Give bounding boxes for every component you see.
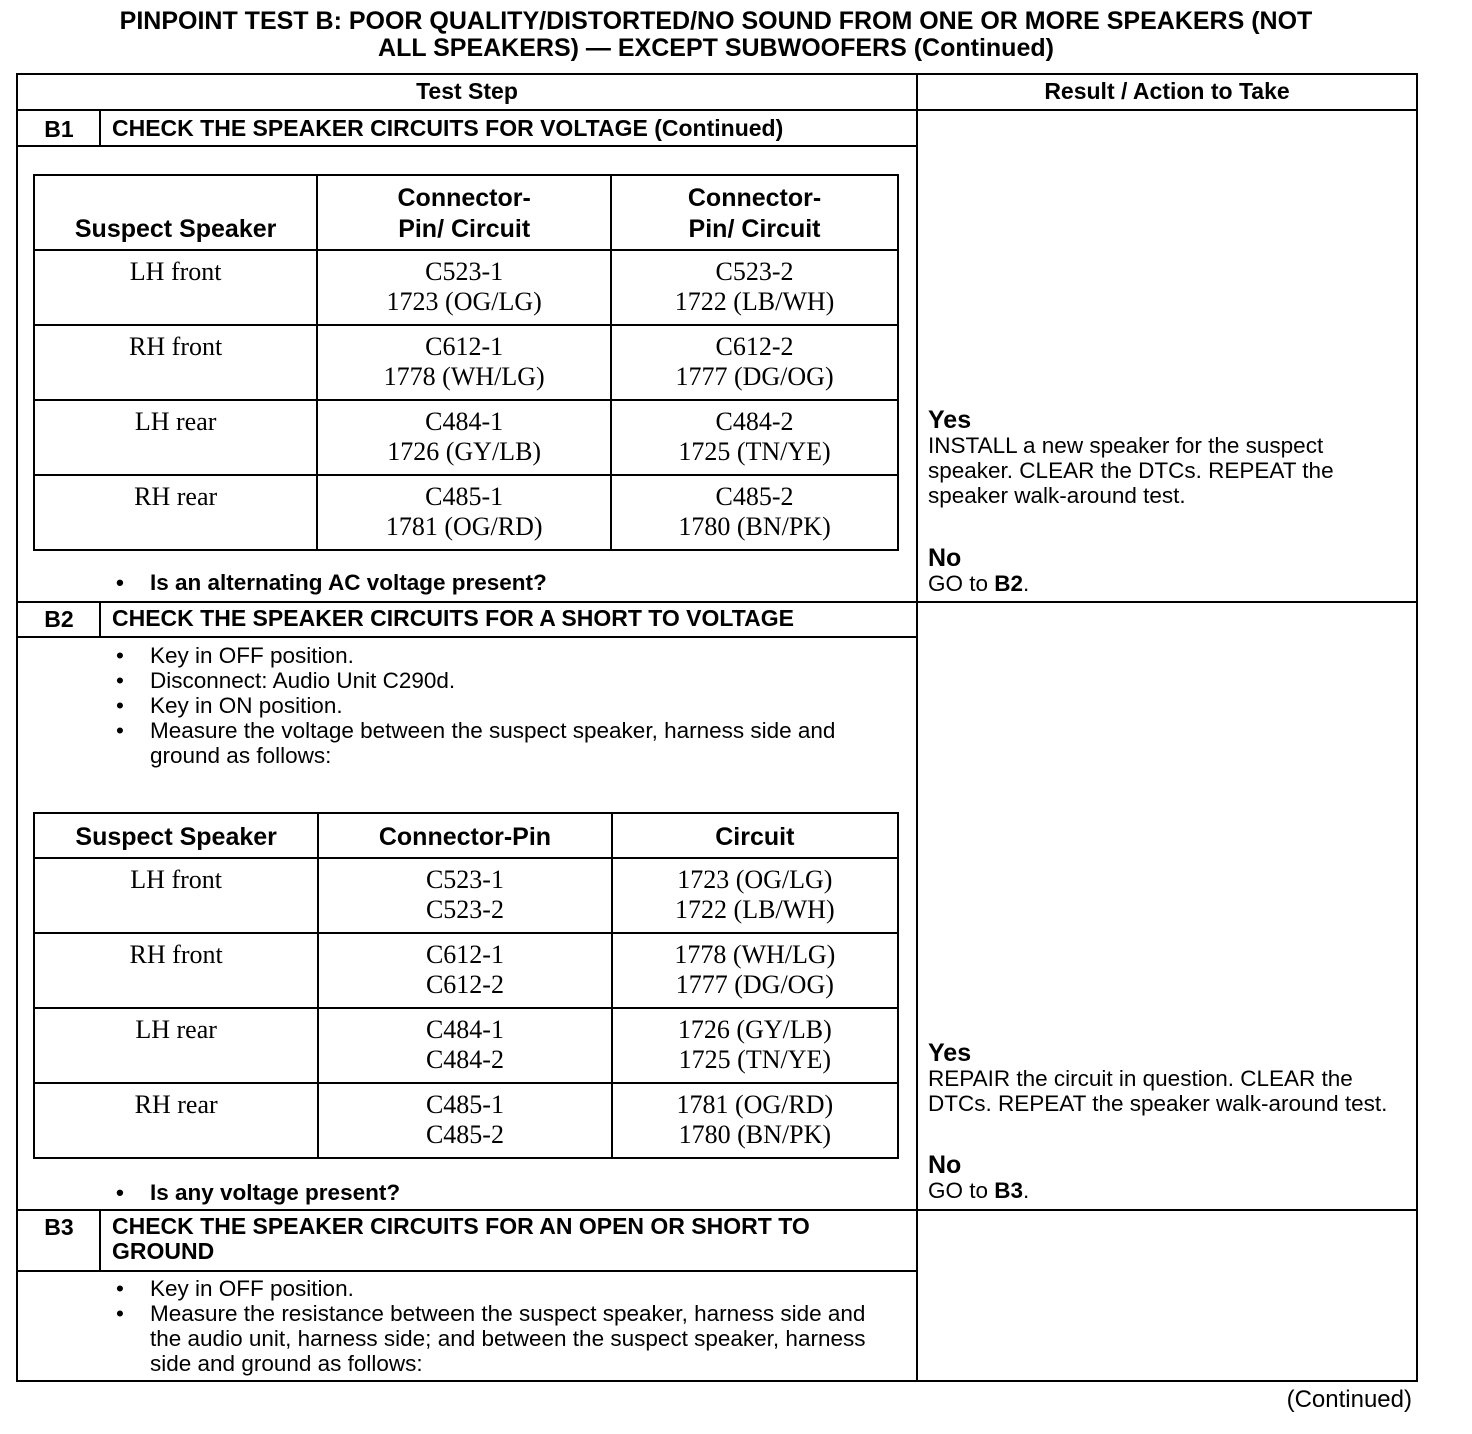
step-title-divider-b2 [16,636,918,638]
page-title-line-1: PINPOINT TEST B: POOR QUALITY/DISTORTED/NO SOUND FROM ONE OR MORE SPEAKERS (NOT [119,7,1313,35]
go-to-suffix: . [1023,571,1030,596]
connector-pin: C523-1 [425,257,504,286]
connector-circuit-cell [611,475,898,550]
go-to-suffix: . [1023,1178,1030,1203]
column-header-connector-pin-circuit-2: Connector-Pin/ Circuit [611,175,898,250]
column-divider [916,73,918,1382]
circuit-cell [612,933,898,1008]
go-to-step-b2: B2 [994,571,1024,596]
connector-pin: C484-2 [715,407,794,436]
connector-pin: C523-1 [425,865,504,894]
connector-circuit-cell [611,250,898,325]
step-title-b3: CHECK THE SPEAKER CIRCUITS FOR AN OPEN OR SHORT TO GROUND [112,1213,810,1264]
b1-result-no [928,545,1418,596]
table-row [34,933,898,1008]
column-header-test-step: Test Step [416,78,518,104]
b2-instruction: • Measure the voltage between the suspect speaker, harness side and ground as follows: [110,718,900,768]
connector-pin: C485-2 [715,482,794,511]
column-header-result: Result / Action to Take [1044,78,1290,104]
speaker-cell: RH front [34,325,317,400]
b2-question-list [110,1180,900,1205]
connector-pin: C484-2 [425,1045,504,1074]
speaker-cell: LH rear [34,400,317,475]
connector-circuit-cell [317,325,611,400]
connector-pin-cell [318,858,611,933]
circuit: 1777 (DG/OG) [675,362,834,391]
speaker-cell: LH rear [34,1008,318,1083]
table-row [34,325,898,400]
speaker-cell: RH rear [34,475,317,550]
go-to-text: GO to [928,1178,995,1203]
b2-instruction-list [110,643,900,768]
b1-yes-action: INSTALL a new speaker for the suspect speaker. CLEAR the DTCs. REPEAT the speaker walk-around test. [928,433,1334,508]
page-title-line-2: ALL SPEAKERS) — EXCEPT SUBWOOFERS (Continued) [378,34,1054,62]
table-top-border [16,73,1418,75]
step-id-b2: B2 [44,606,74,632]
speaker-cell: LH front [34,250,317,325]
b2-instruction: • Disconnect: Audio Unit C290d. [110,668,900,693]
b2-no-action [928,1178,1418,1203]
circuit-cell [612,1008,898,1083]
b1-no-label: No [928,544,962,572]
b2-question: • Is any voltage present? [110,1180,900,1205]
connector-pin-cell [318,933,611,1008]
go-to-text: GO to [928,571,995,596]
column-header-circuit: Circuit [612,813,898,858]
connector-pin: C484-1 [425,407,504,436]
circuit: 1725 (TN/YE) [678,437,831,466]
connector-pin: C484-1 [425,1015,504,1044]
step-id-divider-b3 [99,1209,101,1271]
column-header-suspect-speaker: Suspect Speaker [34,175,317,250]
circuit: 1781 (OG/RD) [676,1090,834,1119]
b2-instruction: • Key in ON position. [110,693,900,718]
table-row [34,250,898,325]
circuit: 1722 (LB/WH) [674,287,835,316]
b2-result-no [928,1152,1418,1203]
circuit: 1726 (GY/LB) [387,437,542,466]
b2-no-label: No [928,1151,962,1179]
speaker-cell: LH front [34,858,318,933]
b2-yes-label: Yes [928,1039,972,1067]
circuit: 1726 (GY/LB) [677,1015,832,1044]
table-bottom-border [16,1380,1418,1382]
table-header-row [34,813,898,858]
table-left-border [16,73,18,1382]
connector-circuit-cell [317,400,611,475]
b1-question: • Is an alternating AC voltage present? [110,570,900,595]
circuit-cell [612,858,898,933]
b1-question-list [110,570,900,595]
circuit: 1780 (BN/PK) [678,512,831,541]
b3-instruction-list [110,1276,890,1376]
connector-pin: C523-2 [425,895,504,924]
b1-yes-label: Yes [928,406,972,434]
step-divider-b2-b3 [16,1209,1418,1211]
connector-pin: C485-1 [425,482,504,511]
b1-no-action [928,571,1418,596]
connector-pin: C612-2 [715,332,794,361]
speaker-cell: RH front [34,933,318,1008]
circuit: 1778 (WH/LG) [674,940,836,969]
speaker-cell: RH rear [34,1083,318,1158]
column-header-connector-pin-circuit-1: Connector-Pin/ Circuit [317,175,611,250]
step-id-divider-b1 [99,109,101,146]
circuit: 1725 (TN/YE) [678,1045,832,1074]
b1-speaker-table [33,174,899,551]
b2-instruction: • Key in OFF position. [110,643,900,668]
step-id-b3: B3 [44,1214,74,1240]
table-row [34,1083,898,1158]
column-header-connector-pin: Connector-Pin [318,813,611,858]
connector-pin-cell [318,1083,611,1158]
connector-pin: C523-2 [715,257,794,286]
b3-instruction: • Key in OFF position. [110,1276,890,1301]
page-title [10,8,1422,62]
circuit: 1777 (DG/OG) [675,970,834,999]
connector-circuit-cell [317,250,611,325]
b1-result [928,407,1418,508]
step-divider-b1-b2 [16,601,1418,603]
table-row [34,1008,898,1083]
go-to-step-b3: B3 [994,1178,1024,1203]
circuit: 1780 (BN/PK) [678,1120,832,1149]
circuit: 1781 (OG/RD) [385,512,543,541]
circuit-cell [612,1083,898,1158]
connector-pin: C485-1 [425,1090,504,1119]
b3-instruction: • Measure the resistance between the suspect speaker, harness side and the audio unit, harness side; and between the suspect speaker, harness side and ground as follows: [110,1301,890,1376]
step-id-divider-b2 [99,601,101,637]
connector-pin: C612-2 [425,970,504,999]
connector-circuit-cell [611,325,898,400]
b2-speaker-table [33,812,899,1159]
step-title-divider-b3 [16,1270,918,1272]
table-row [34,858,898,933]
connector-circuit-cell [317,475,611,550]
step-id-b1: B1 [44,116,74,142]
table-header-row [34,175,898,250]
header-divider [16,109,1418,111]
circuit: 1778 (WH/LG) [383,362,545,391]
b2-result [928,1040,1418,1116]
circuit: 1723 (OG/LG) [677,865,833,894]
connector-pin: C612-1 [425,940,504,969]
connector-pin: C612-1 [425,332,504,361]
connector-pin-cell [318,1008,611,1083]
step-title-divider-b1 [16,145,918,147]
circuit: 1722 (LB/WH) [675,895,835,924]
column-header-suspect-speaker: Suspect Speaker [34,813,318,858]
continued-note: (Continued) [1286,1386,1412,1413]
step-title-b2: CHECK THE SPEAKER CIRCUITS FOR A SHORT TO VOLTAGE [112,605,794,631]
b2-yes-action: REPAIR the circuit in question. CLEAR the DTCs. REPEAT the speaker walk-around test. [928,1066,1388,1116]
step-title-b1: CHECK THE SPEAKER CIRCUITS FOR VOLTAGE (Continued) [112,115,784,141]
connector-circuit-cell [611,400,898,475]
table-row [34,400,898,475]
circuit: 1723 (OG/LG) [386,287,542,316]
table-row [34,475,898,550]
connector-pin: C485-2 [425,1120,504,1149]
